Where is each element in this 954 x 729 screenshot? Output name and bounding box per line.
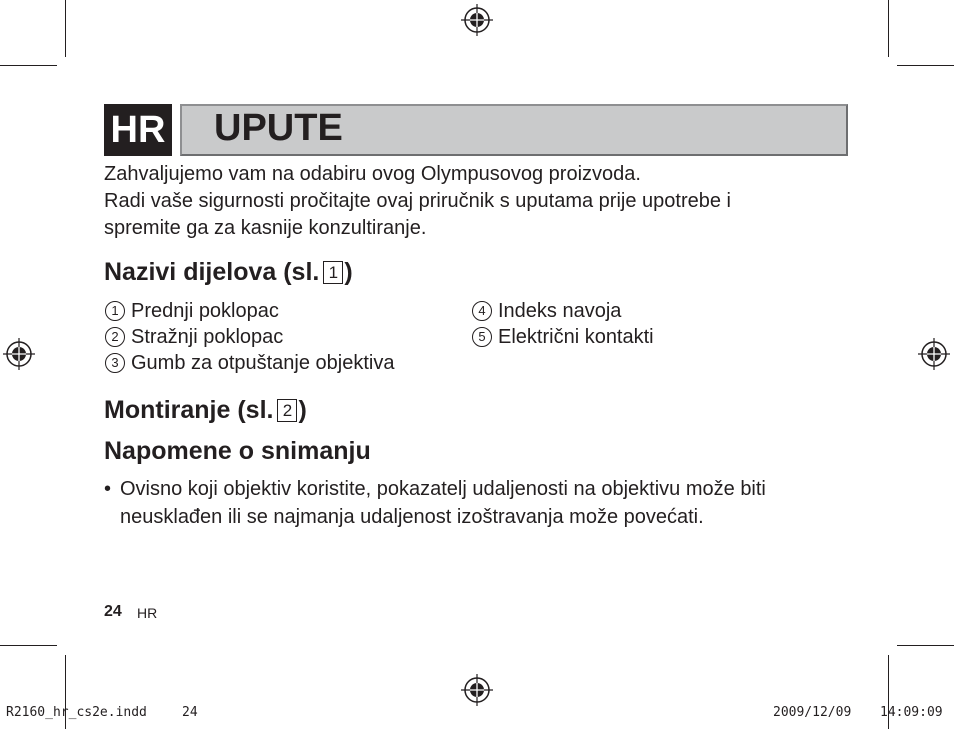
intro-line: Zahvaljujemo vam na odabiru ovog Olympusovog proizvoda. [104,163,641,185]
registration-mark-top-icon [460,3,494,37]
list-item [472,324,654,350]
item-label: Prednji poklopac [131,300,279,322]
registration-mark-left-icon [2,337,36,371]
crop-mark-top-left-vertical [65,0,66,57]
bullet-symbol: • [104,478,112,500]
mounting-heading [104,396,307,425]
bullet-line: neusklađen ili se najmanja udaljenost izoštravanja može povećati. [120,506,704,528]
slug-file-name: R2160_hr_cs2e.indd [6,705,147,720]
crop-mark-top-right-horizontal [897,65,954,66]
intro-line: Radi vaše sigurnosti pročitajte ovaj priručnik s uputama prije upotrebe i [104,190,731,212]
item-number-circle: 3 [105,353,125,373]
crop-mark-top-left-horizontal [0,65,57,66]
slug-date: 2009/12/09 [773,705,852,720]
item-label: Gumb za otpuštanje objektiva [131,352,395,374]
figure-reference-box: 2 [277,399,297,422]
notes-heading: Napomene o snimanju [104,437,371,465]
page-language: HR [137,605,158,621]
list-item [105,350,395,376]
parts-heading [104,258,353,287]
item-number-circle: 1 [105,301,125,321]
heading-close-paren: ) [298,396,307,424]
page-number: 24 [104,603,122,620]
slug-time: 14:09:09 [880,705,943,720]
crop-mark-top-right-vertical [888,0,889,57]
item-number-circle: 4 [472,301,492,321]
item-label: Stražnji poklopac [131,326,284,348]
figure-reference-box: 1 [323,261,343,284]
bullet-line: Ovisno koji objektiv koristite, pokazatelj udaljenosti na objektivu može biti [120,478,766,500]
crop-mark-bottom-left-horizontal [0,645,57,646]
item-number-circle: 2 [105,327,125,347]
language-badge [104,104,172,156]
list-item [105,298,395,324]
heading-close-paren: ) [344,258,353,286]
slug-file-page: 24 [182,705,198,720]
item-number-circle: 5 [472,327,492,347]
page-title: UPUTE [214,107,343,149]
language-code: HR [110,108,166,151]
intro-line: spremite ga za kasnije konzultiranje. [104,217,427,239]
bullet-text [120,475,766,531]
parts-list-left [105,298,395,376]
intro-paragraph [104,161,824,242]
heading-text: Nazivi dijelova (sl. [104,258,320,286]
note-bullet [104,475,864,531]
item-label: Električni kontakti [498,326,654,348]
crop-mark-bottom-right-horizontal [897,645,954,646]
registration-mark-right-icon [917,337,951,371]
item-label: Indeks navoja [498,300,622,322]
list-item [105,324,395,350]
heading-text: Montiranje (sl. [104,396,274,424]
title-bar [180,104,848,156]
list-item [472,298,654,324]
parts-list-right [472,298,654,350]
registration-mark-bottom-icon [460,673,494,707]
